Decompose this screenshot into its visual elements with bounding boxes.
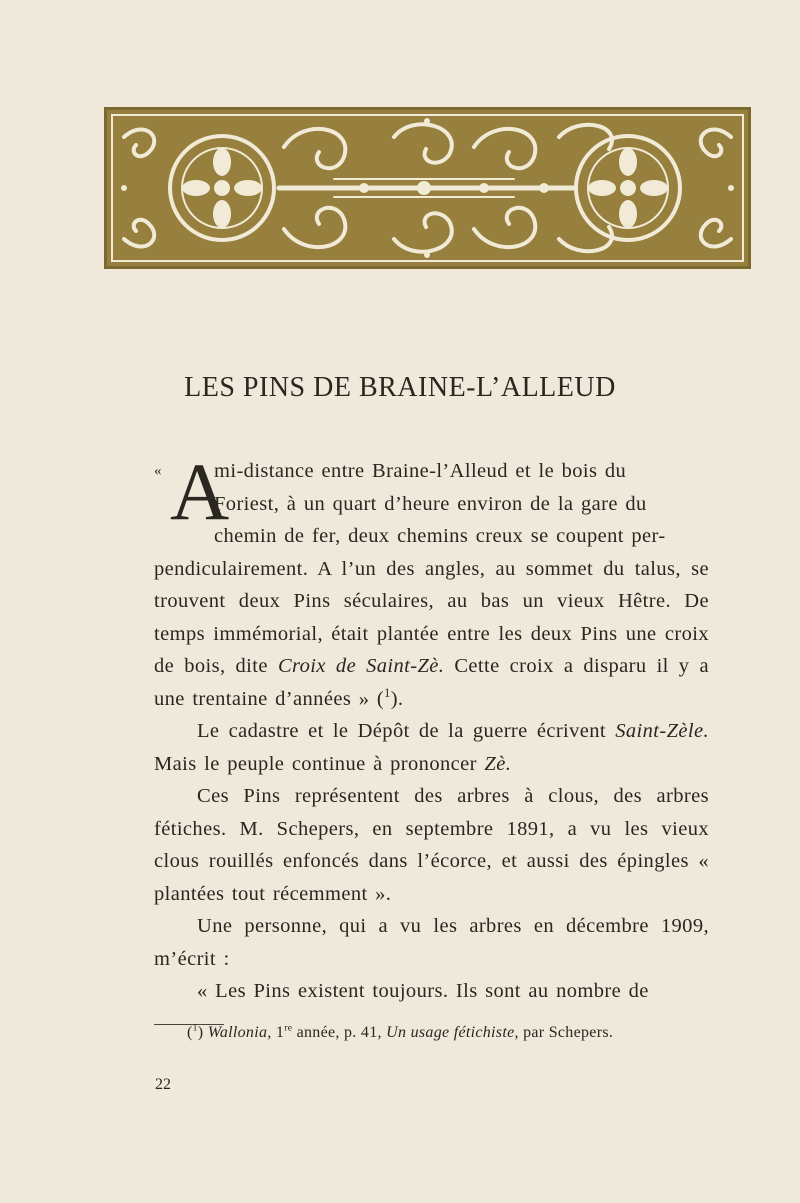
opening-quote: « — [154, 463, 162, 479]
ornamental-header-band — [104, 107, 751, 269]
text-line: mi-distance entre Braine-l’Alleud et le bois du — [214, 460, 627, 482]
arabesque-ornament-icon — [104, 107, 751, 269]
footnote: ($^1$) Wallonia, 1re année, p. 41, Un usage fétichiste, par Schepers. — [187, 1022, 614, 1041]
footnote-ref: 1 — [384, 685, 391, 700]
paragraph: Ces Pins représentent des arbres à clous, des arbres fétiches. M. Schepers, en septembre 1891, a vu les vieux clous rouillés enfoncés dans l’écorce, et aussi des épingles « plantées tout récemment ». — [154, 785, 709, 905]
text-line: Foriest, à un quart d’heure environ de la gare du — [214, 492, 647, 515]
text-line: chemin de fer, deux chemins creux se coupent per- — [214, 525, 666, 547]
drop-cap: A — [170, 446, 230, 537]
body-text — [154, 446, 710, 1008]
paragraph-continuation: pendiculairement. A l’un des angles, au sommet du talus, se trouvent deux Pins séculaires, au bas un vieux Hêtre. De temps immémorial, était plantée entre les deux Pins une croix de bois, dite Croix de Saint-Zè. Cette croix a disparu il y a une trentaine d’années » ($^1$). — [154, 557, 709, 710]
paragraph: Le cadastre et le Dépôt de la guerre écrivent Saint-Zèle. Mais le peuple continue à prononcer Zè. — [154, 720, 710, 775]
paragraph: « Les Pins existent toujours. Ils sont au nombre de — [197, 980, 649, 1002]
paragraph: Une personne, qui a vu les arbres en décembre 1909, m’écrit : — [154, 915, 709, 970]
page-number: 22 — [155, 1076, 171, 1093]
opening-paragraph — [154, 446, 709, 715]
chapter-title: LES PINS DE BRAINE-L’ALLEUD — [184, 372, 616, 403]
